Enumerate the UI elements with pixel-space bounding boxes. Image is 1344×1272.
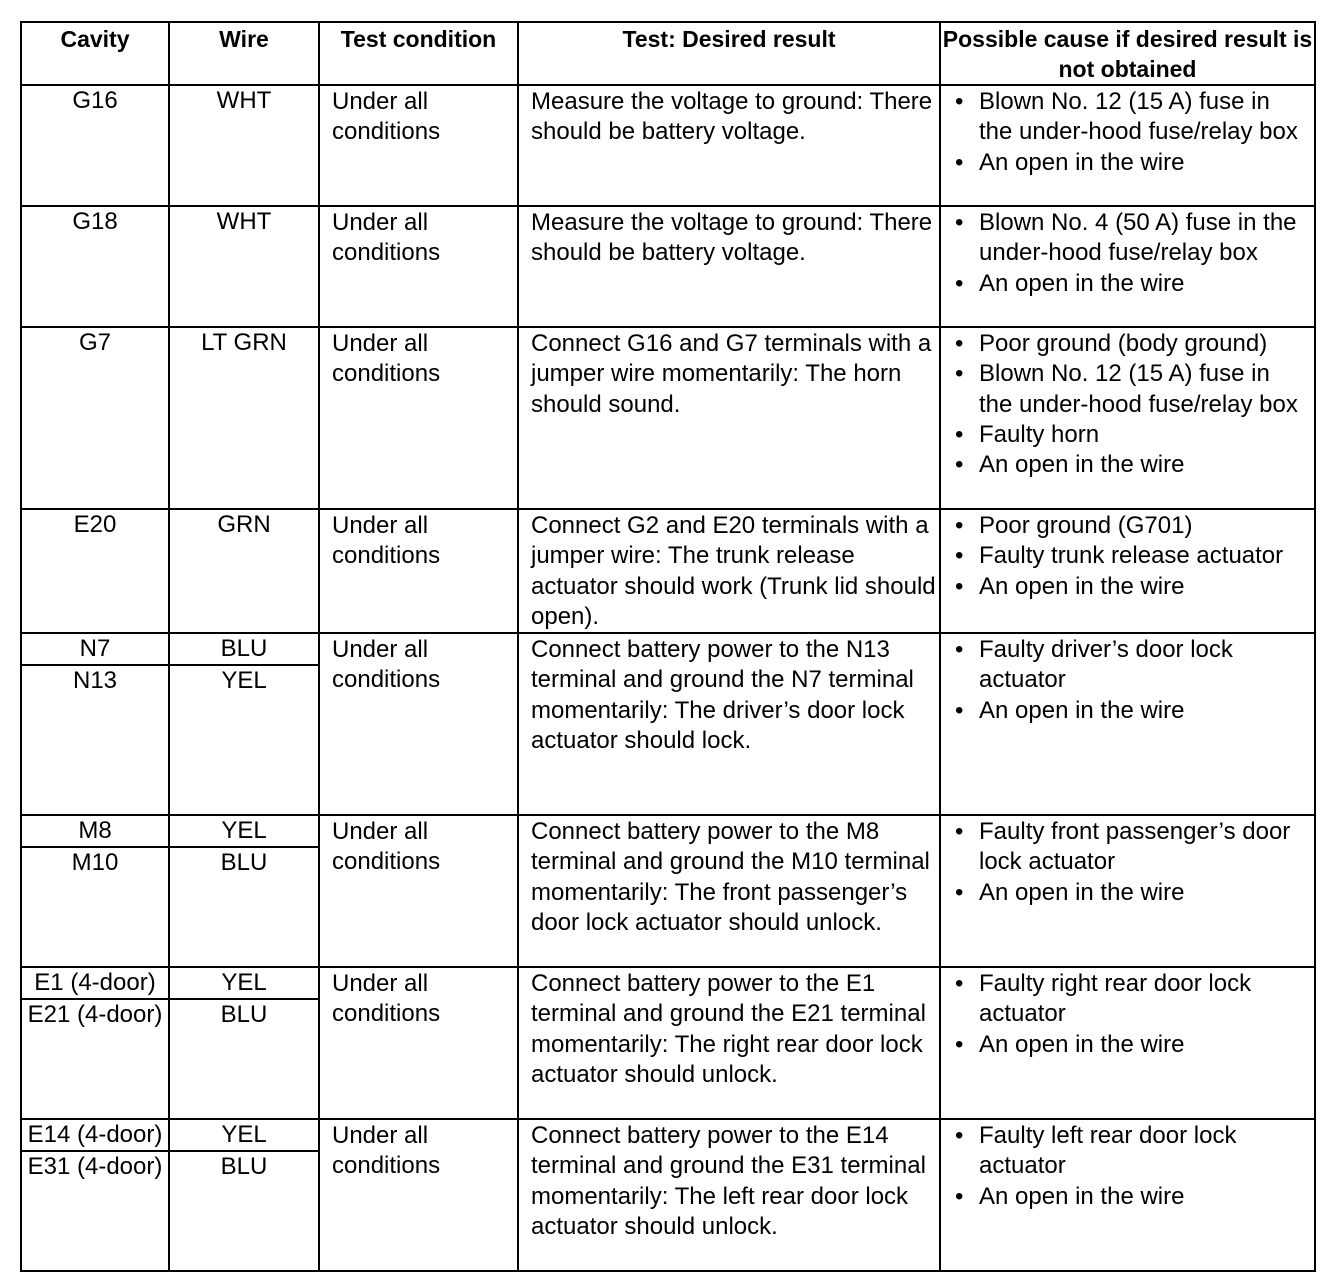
cause-list (941, 634, 1314, 726)
cavity-id: E21 (4-door) (27, 1001, 163, 1029)
cavity-cell (21, 206, 169, 327)
possible-cause-cell (940, 1119, 1315, 1271)
table-row (21, 967, 1315, 1119)
test-condition-cell (319, 967, 518, 1119)
desired-result-text: Measure the voltage to ground: There should be battery voltage. (531, 88, 933, 146)
wire-cell (169, 1119, 319, 1271)
cause-item: • Poor ground (body ground) (953, 329, 1308, 359)
desired-result-cell (518, 327, 940, 509)
table-row (21, 633, 1315, 815)
cavity-cell (21, 633, 169, 815)
test-condition-text: Under all conditions (332, 209, 441, 267)
desired-result-text: Connect G16 and G7 terminals with a jumper wire momentarily: The horn should sound. (531, 330, 932, 418)
test-condition-cell (319, 85, 518, 206)
test-condition-text: Under all conditions (332, 512, 441, 570)
cause-list (941, 207, 1314, 299)
wire-color: YEL (221, 667, 267, 695)
desired-result-text: Measure the voltage to ground: There should be battery voltage. (531, 209, 933, 267)
cavity-cell (21, 85, 169, 206)
test-condition-cell (319, 206, 518, 327)
table-row (21, 327, 1315, 509)
wire-color: BLU (220, 1153, 268, 1181)
cavity-id: G7 (78, 329, 111, 356)
cavity-id: G18 (72, 208, 118, 235)
wire-color: GRN (217, 511, 271, 538)
test-condition-text: Under all conditions (332, 818, 441, 876)
wire-cell (169, 327, 319, 509)
cavity-id: M10 (71, 849, 119, 877)
test-condition-cell (319, 327, 518, 509)
cause-item: • Faulty trunk release actuator (953, 541, 1308, 571)
cavity-id: M8 (22, 816, 168, 848)
test-condition-text: Under all conditions (332, 88, 441, 146)
desired-result-text: Connect battery power to the M8 terminal and ground the M10 terminal momentarily: The front passenger’s door lock actuator should unlock. (531, 818, 930, 937)
wire-cell (169, 85, 319, 206)
test-condition-text: Under all conditions (332, 1122, 441, 1180)
desired-result-cell (518, 206, 940, 327)
cavity-cell (21, 509, 169, 633)
cavity-cell (21, 967, 169, 1119)
cause-list (941, 510, 1314, 602)
desired-result-cell (518, 967, 940, 1119)
test-condition-text: Under all conditions (332, 330, 441, 388)
table-row (21, 206, 1315, 327)
cause-item: • Blown No. 12 (15 A) fuse in the under-hood fuse/relay box (953, 359, 1308, 420)
cavity-cell (21, 815, 169, 967)
wire-cell (169, 206, 319, 327)
desired-result-text: Connect G2 and E20 terminals with a jumper wire: The trunk release actuator should work (Trunk lid should open). (531, 512, 936, 630)
possible-cause-cell (940, 509, 1315, 633)
cause-item: • Faulty front passenger’s door lock actuator (953, 817, 1308, 878)
cause-list (941, 328, 1314, 480)
wire-color: WHT (216, 87, 272, 114)
desired-result-cell (518, 1119, 940, 1271)
cavity-id: E1 (4-door) (22, 968, 168, 1000)
header-cavity: Cavity (21, 22, 169, 85)
cause-item: • Faulty driver’s door lock actuator (953, 635, 1308, 696)
cause-list (941, 1120, 1314, 1212)
cavity-id: N13 (72, 667, 118, 695)
header-desired-result: Test: Desired result (518, 22, 940, 85)
cause-item: • An open in the wire (953, 450, 1308, 480)
desired-result-cell (518, 85, 940, 206)
wire-color: BLU (220, 849, 268, 877)
cause-item: • An open in the wire (953, 878, 1308, 908)
possible-cause-cell (940, 327, 1315, 509)
wire-cell (169, 633, 319, 815)
wire-color: YEL (170, 968, 318, 1000)
table-row (21, 509, 1315, 633)
cause-item: • Faulty right rear door lock actuator (953, 969, 1308, 1030)
possible-cause-cell (940, 967, 1315, 1119)
desired-result-cell (518, 815, 940, 967)
test-condition-cell (319, 815, 518, 967)
cavity-id: E20 (73, 511, 117, 538)
test-condition-cell (319, 509, 518, 633)
desired-result-text: Connect battery power to the N13 terminal and ground the N7 terminal momentarily: The driver’s door lock actuator should lock. (531, 636, 914, 755)
connector-test-table (20, 21, 1316, 1272)
possible-cause-cell (940, 206, 1315, 327)
cause-list (941, 968, 1314, 1060)
cause-item: • Poor ground (G701) (953, 511, 1308, 541)
wire-color: YEL (170, 816, 318, 848)
desired-result-cell (518, 633, 940, 815)
table-row (21, 1119, 1315, 1271)
cause-list (941, 86, 1314, 178)
possible-cause-cell (940, 815, 1315, 967)
wire-cell (169, 967, 319, 1119)
header-test-condition: Test condition (319, 22, 518, 85)
desired-result-text: Connect battery power to the E1 terminal and ground the E21 terminal momentarily: The right rear door lock actuator should unlock. (531, 970, 926, 1089)
cause-item: • An open in the wire (953, 1182, 1308, 1212)
test-condition-cell (319, 1119, 518, 1271)
table-row (21, 85, 1315, 206)
desired-result-text: Connect battery power to the E14 terminal and ground the E31 terminal momentarily: The left rear door lock actuator should unlock. (531, 1122, 926, 1241)
possible-cause-cell (940, 85, 1315, 206)
header-possible-cause: Possible cause if desired result is not obtained (940, 22, 1315, 85)
wire-cell (169, 509, 319, 633)
cause-item: • An open in the wire (953, 572, 1308, 602)
cause-item: • An open in the wire (953, 148, 1308, 178)
table-row (21, 815, 1315, 967)
cause-item: • Blown No. 12 (15 A) fuse in the under-hood fuse/relay box (953, 87, 1308, 148)
wire-color: WHT (216, 208, 272, 235)
test-condition-cell (319, 633, 518, 815)
troubleshooting-table-container (20, 21, 1316, 1272)
cavity-id: G16 (72, 87, 118, 114)
wire-color: LT GRN (201, 329, 287, 356)
cavity-id: E14 (4-door) (22, 1120, 168, 1152)
cause-item: • An open in the wire (953, 269, 1308, 299)
wire-cell (169, 815, 319, 967)
cause-item: • An open in the wire (953, 696, 1308, 726)
header-wire: Wire (169, 22, 319, 85)
wire-color: BLU (170, 634, 318, 666)
cause-item: • Faulty left rear door lock actuator (953, 1121, 1308, 1182)
cavity-id: N7 (22, 634, 168, 666)
test-condition-text: Under all conditions (332, 636, 441, 694)
wire-color: YEL (170, 1120, 318, 1152)
test-condition-text: Under all conditions (332, 970, 441, 1028)
wire-color: BLU (220, 1001, 268, 1029)
cavity-cell (21, 1119, 169, 1271)
cavity-id: E31 (4-door) (27, 1153, 163, 1181)
header-row (21, 22, 1315, 85)
cavity-cell (21, 327, 169, 509)
cause-item: • An open in the wire (953, 1030, 1308, 1060)
cause-item: • Blown No. 4 (50 A) fuse in the under-hood fuse/relay box (953, 208, 1308, 269)
desired-result-cell (518, 509, 940, 633)
cause-list (941, 816, 1314, 908)
possible-cause-cell (940, 633, 1315, 815)
cause-item: • Faulty horn (953, 420, 1308, 450)
